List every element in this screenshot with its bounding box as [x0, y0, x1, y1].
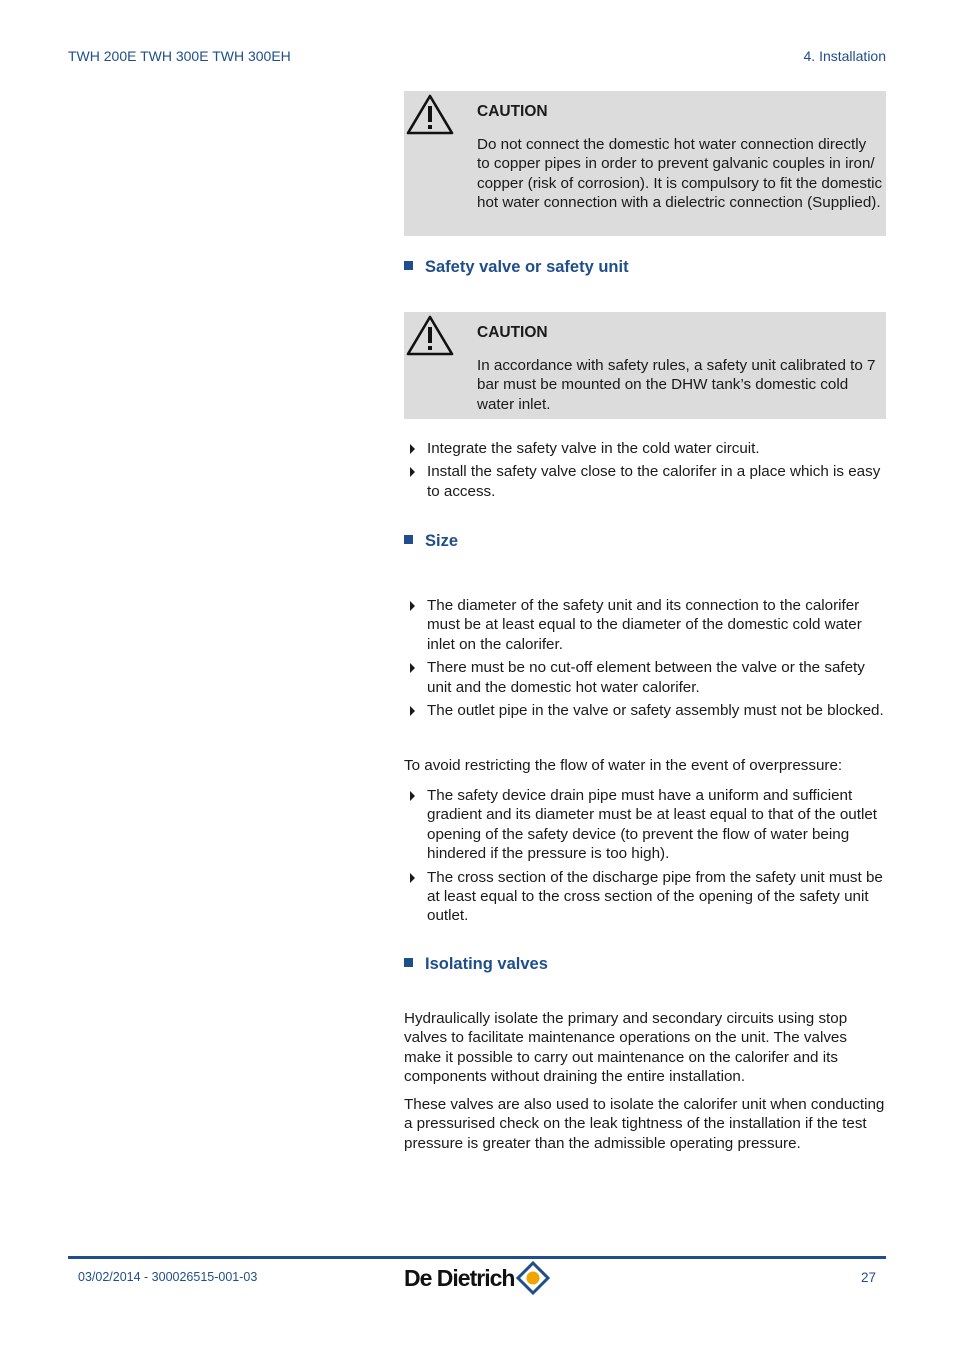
footer-divider	[68, 1256, 886, 1259]
list-item-text: Integrate the safety valve in the cold water circuit.	[427, 440, 760, 457]
diamond-logo-icon	[516, 1261, 550, 1295]
list-item-text: There must be no cut-off element between the valve or the safety unit and the domestic hot water calorifer.	[427, 659, 865, 696]
isolating-paragraph-1	[404, 1009, 886, 1087]
list-item	[404, 701, 886, 720]
warning-triangle-icon	[406, 93, 454, 135]
square-bullet-icon	[404, 958, 413, 967]
list-item-text: The diameter of the safety unit and its connection to the calorifer must be at least equal to the diameter of the domestic cold water inlet on the calorifer.	[427, 597, 862, 653]
caution-text: In accordance with safety rules, a safety unit calibrated to 7 bar must be mounted on the DHW tank’s domestic cold water inlet.	[477, 357, 876, 413]
list-item	[404, 439, 886, 458]
section-title: Size	[425, 532, 459, 550]
page-number: 27	[860, 1270, 876, 1285]
triangle-right-icon	[410, 444, 415, 454]
header-chapter: 4. Installation	[803, 48, 886, 64]
section-title: Isolating valves	[425, 955, 548, 973]
triangle-right-icon	[410, 663, 415, 673]
list-item-text: The cross section of the discharge pipe from the safety unit must be at least equal to the cross section of the opening of the safety unit outlet.	[427, 868, 883, 925]
header-product-models: TWH 200E TWH 300E TWH 300EH	[68, 48, 291, 64]
list-item-text: Install the safety valve close to the calorifer in a place which is easy to access.	[427, 463, 881, 500]
overpressure-intro	[404, 756, 886, 775]
paragraph: These valves are also used to isolate the calorifer unit when conducting a pressurised check on the leak tightness of the installation if the test pressure is greater than the admissible operating pressure.	[404, 1096, 885, 1152]
caution-title: CAUTION	[477, 103, 548, 120]
caution-box-safety-unit	[404, 312, 886, 419]
isolating-paragraph-2	[404, 1095, 886, 1153]
caution-text: Do not connect the domestic hot water connection directly to copper pipes in order to prevent galvanic couples in iron/ copper (risk of corrosion). It is compulsory to fit the domestic hot water connection with a dielectric connection (Supplied).	[477, 136, 883, 212]
section-heading-isolating-valves	[404, 955, 548, 974]
triangle-right-icon	[410, 873, 415, 883]
section-heading-safety-valve	[404, 258, 629, 277]
size-bullet-list	[404, 596, 886, 724]
list-item	[404, 596, 886, 654]
list-item-text: The safety device drain pipe must have a uniform and sufficient gradient and its diameter must be at least equal to that of the outlet opening of the safety device (to prevent the flow of water being hindered if the pressure is too high).	[427, 787, 877, 863]
overpressure-bullet-list	[404, 786, 886, 930]
list-item	[404, 658, 886, 697]
brand-logo	[404, 1261, 550, 1295]
caution-box-dielectric	[404, 91, 886, 236]
list-item	[404, 868, 886, 926]
section-heading-size	[404, 532, 458, 551]
paragraph: To avoid restricting the flow of water in the event of overpressure:	[404, 757, 843, 774]
paragraph: Hydraulically isolate the primary and secondary circuits using stop valves to facilitate maintenance operations on the unit. The valves make it possible to carry out maintenance on the calorifer and its components without draining the entire installation.	[404, 1010, 848, 1086]
list-item	[404, 786, 886, 864]
footer-date-reference: 03/02/2014 - 300026515-001-03	[78, 1270, 258, 1284]
section-title: Safety valve or safety unit	[425, 258, 629, 276]
square-bullet-icon	[404, 535, 413, 544]
warning-triangle-icon	[406, 314, 454, 356]
square-bullet-icon	[404, 261, 413, 270]
logo-text: De Dietrich	[404, 1264, 515, 1291]
triangle-right-icon	[410, 601, 415, 611]
caution-title: CAUTION	[477, 324, 548, 341]
list-item	[404, 462, 886, 501]
safety-bullet-list	[404, 439, 886, 505]
list-item-text: The outlet pipe in the valve or safety assembly must not be blocked.	[427, 702, 884, 720]
triangle-right-icon	[410, 791, 415, 801]
triangle-right-icon	[410, 467, 415, 477]
triangle-right-icon	[410, 706, 415, 716]
